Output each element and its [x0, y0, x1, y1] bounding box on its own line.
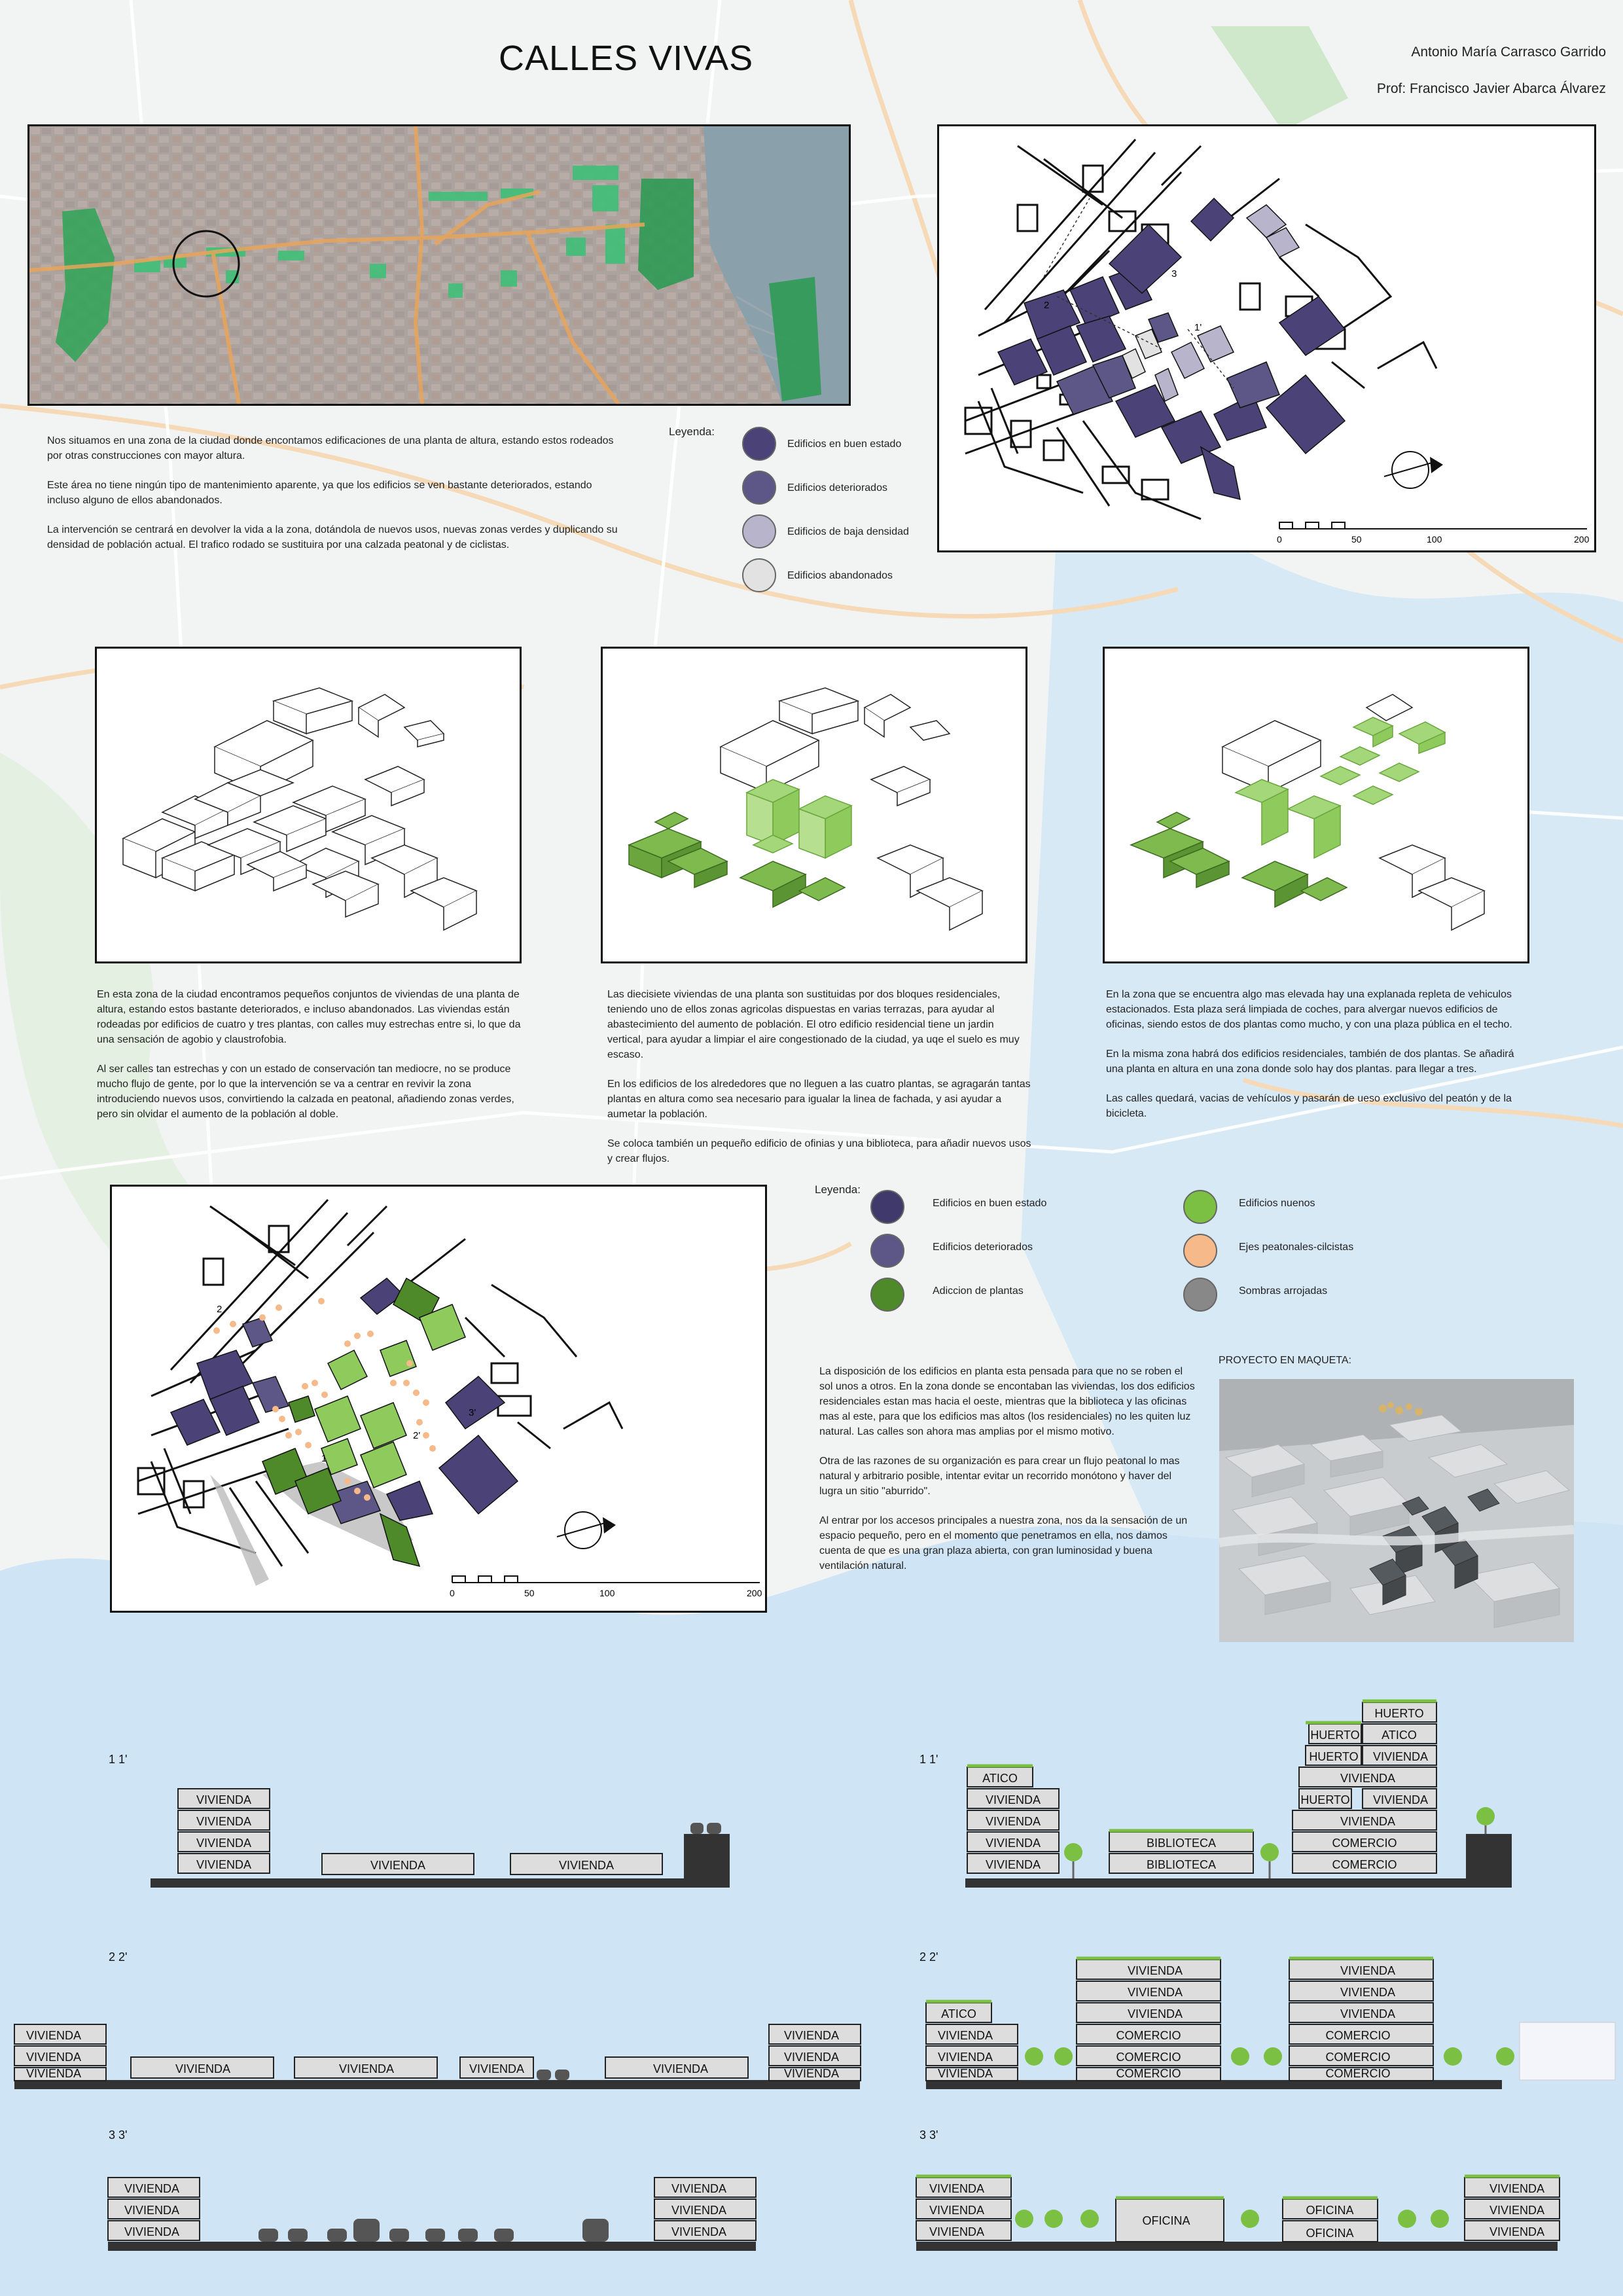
proposal-plan	[112, 1187, 765, 1611]
section-3-proposed	[916, 2176, 1560, 2251]
section-1-proposed-vivienda-5: VIVIENDA	[1340, 1815, 1396, 1828]
section-2-existing-vivienda-6: VIVIENDA	[469, 2062, 525, 2075]
current-plan-frame	[937, 124, 1596, 552]
section-1-proposed-biblioteca-2: BIBLIOTECA	[1146, 1858, 1217, 1871]
legend-2-label-new-buildings: Edificios nuenos	[1239, 1198, 1315, 1209]
section-2-proposed-atico: ATICO	[941, 2007, 976, 2020]
disposition-paragraph-3: Al entrar por los accesos principales a nuestra zona, nos da la sensación de un espacio pequeño, pero en el momento que penetramos en ella, nos damos cuenta de que es una gran plaza abierta, con gran luminosidad y buena ventilación natural.	[819, 1515, 1188, 1571]
sections-drawing	[0, 1689, 1623, 2278]
legend-1-title: Leyenda:	[669, 425, 715, 438]
disposition-paragraph-1: La disposición de los edificios en planta esta pensada para que no se roben el sol unos a otros. En la zona donde se encontaban las viviendas, los dos edificios residenciales estan mas hacia el oeste, mientras que la biblioteca y las oficinas mas al este, para que los edificios mas altos (los residenciales) no les quiten luz natural. Las calles son ahora mas amplias por el mismo motivo.	[819, 1366, 1195, 1437]
current-plan-scale-100: 100	[1427, 534, 1442, 545]
axo-text-3-p1: En la zona que se encuentra algo mas elevada hay una explanada repleta de vehiculos estacionados. Esta plaza será limpiada de coches, para alvergar nuevos edificios de oficinas, siendo estos de dos plantas como mucho, y con una plaza pública en el techo.	[1106, 989, 1512, 1030]
section-2-existing-vivienda-8: VIVIENDA	[783, 2029, 840, 2042]
section-2-existing-vivienda-9: VIVIENDA	[783, 2051, 840, 2064]
section-2-existing-vivienda-3: VIVIENDA	[26, 2067, 82, 2080]
axo-text-3-p2: En la misma zona habrá dos edificios residenciales, también de dos plantas. Se añadirá una planta en altura en una zona donde solo hay dos plantas. para llegar a tres.	[1106, 1049, 1514, 1075]
section-2-proposed-comercio-4: COMERCIO	[1325, 2029, 1391, 2042]
disposition-paragraph-2: Otra de las razones de su organización es para crear un flujo peatonal lo mas natural y arbitrario posible, intentar evitar un recorrido monótono y haver del lugra un sitio "aburrido".	[819, 1456, 1180, 1497]
north-arrow-icon	[1384, 452, 1443, 488]
intro-paragraph-2: Este área no tiene ningún tipo de mantenimiento aparente, ya que los edificios se ven bastante deteriorados, estando incluso alguno de ellos abandonados.	[47, 480, 592, 506]
section-1-proposed	[965, 1701, 1512, 1888]
section-3-proposed-vivienda-6: VIVIENDA	[1489, 2225, 1545, 2238]
legend-1-label-deteriorated: Edificios deteriorados	[787, 482, 887, 493]
section-2-proposed-vivienda-3: VIVIENDA	[937, 2067, 993, 2080]
section-2-proposed-comercio-6: COMERCIO	[1325, 2067, 1391, 2080]
section-1-proposed-vivienda-7: VIVIENDA	[1340, 1772, 1396, 1785]
section-2-proposed-comercio-2: COMERCIO	[1116, 2051, 1181, 2064]
section-2-existing-vivienda-10: VIVIENDA	[783, 2067, 840, 2080]
section-1-proposed-vivienda-3: VIVIENDA	[985, 1837, 1041, 1850]
section-3-proposed-vivienda-1: VIVIENDA	[929, 2182, 985, 2195]
legend-2-swatch-deteriorated	[870, 1234, 904, 1268]
section-1-existing	[151, 1789, 730, 1888]
section-2-existing-vivienda-5: VIVIENDA	[338, 2062, 395, 2075]
current-plan-label-3: 3	[1171, 268, 1177, 279]
intro-text	[47, 433, 623, 567]
page-title: CALLES VIVAS	[499, 39, 754, 78]
legend-1-swatch-low-density	[742, 514, 776, 548]
section-1-proposed-vivienda-8: VIVIENDA	[1372, 1750, 1429, 1763]
section-1-proposed-atico-2: ATICO	[1382, 1729, 1417, 1742]
author-block	[1377, 34, 1606, 107]
section-3-existing-vivienda-1: VIVIENDA	[124, 2182, 180, 2195]
section-3-proposed-vivienda-4: VIVIENDA	[1489, 2182, 1545, 2195]
section-1-existing-vivienda-4: VIVIENDA	[196, 1858, 252, 1871]
axo-text-2-p2: En los edificios de los alrededores que no lleguen a las cuatro plantas, se agragarán tantas plantas en altura como sea necesario para igualar la linea de fachada, y asi ayudar a aumetar la población.	[607, 1079, 1031, 1120]
section-1-existing-vivienda-6: VIVIENDA	[558, 1859, 615, 1872]
axo-text-3-p3: Las calles quedará, vacias de vehículos y pasarán de ueso exclusivo del peatón y de la bicicleta.	[1106, 1093, 1512, 1119]
section-2-existing-vivienda-2: VIVIENDA	[26, 2051, 82, 2064]
legend-2-label-added-floors: Adiccion de plantas	[933, 1285, 1024, 1297]
current-plan-scale-50: 50	[1351, 534, 1362, 545]
aerial-photo-frame	[27, 124, 851, 406]
axo-text-3	[1106, 987, 1531, 1136]
north-arrow-icon	[557, 1512, 616, 1549]
model-photo-title: PROYECTO EN MAQUETA:	[1219, 1355, 1351, 1366]
section-1-proposed-huerto-4: HUERTO	[1374, 1707, 1424, 1720]
section-1-proposed-atico: ATICO	[982, 1772, 1018, 1785]
section-1-existing-vivienda-2: VIVIENDA	[196, 1815, 252, 1828]
section-3-proposed-oficina-1: OFICINA	[1142, 2214, 1190, 2227]
legend-2-swatch-new-buildings	[1183, 1190, 1217, 1224]
current-plan-scale-bar	[1279, 522, 1587, 529]
axo-text-2	[607, 987, 1033, 1181]
section-2-proposed-comercio-1: COMERCIO	[1116, 2029, 1181, 2042]
current-plan-label-2: 2	[1044, 300, 1050, 311]
section-2-existing-vivienda-7: VIVIENDA	[652, 2062, 709, 2075]
axo-text-2-p3: Se coloca también un pequeño edificio de ofinias y una biblioteca, para añadir nuevos usos y crear flujos.	[607, 1138, 1031, 1164]
section-1-label-proposed-text: 1 1'	[919, 1753, 938, 1766]
intro-paragraph-1: Nos situamos en una zona de la ciudad donde encontamos edificaciones de una planta de altura, estando estos rodeados por otras construcciones con mayor altura.	[47, 435, 614, 461]
current-plan-scale-200: 200	[1574, 534, 1590, 545]
section-2-label-existing: 2 2'	[109, 1950, 128, 1964]
section-2-proposed-vivienda-5: VIVIENDA	[1127, 1986, 1183, 1999]
section-3-existing-vivienda-4: VIVIENDA	[671, 2182, 727, 2195]
proposal-plan-label-2p: 2'	[413, 1430, 421, 1441]
section-3-proposed-oficina-3: OFICINA	[1306, 2227, 1354, 2240]
axo-text-1-p1: En esta zona de la ciudad encontramos pequeños conjuntos de viviendas de una planta de altura, estando estos bastante deteriorados, e incluso abandonados. Las viviendas están rodeadas por edificios de cuatro y tres plantas, con calles muy estrechas entre si, lo que da una sensación de agobio y claustrofobia.	[97, 989, 521, 1045]
section-2-proposed-comercio-3: COMERCIO	[1116, 2067, 1181, 2080]
section-3-proposed-vivienda-2: VIVIENDA	[929, 2204, 985, 2217]
legend-2-swatch-shadows	[1183, 1278, 1217, 1312]
current-plan-scale-0: 0	[1277, 534, 1282, 545]
section-2-proposed-vivienda-2: VIVIENDA	[937, 2051, 993, 2064]
axo-text-1-p2: Al ser calles tan estrechas y con un estado de conservación tan mediocre, no se produce mucho flujo de gente, por lo que la intervención se va a centrar en revivir la zona introduciendo nuevos usos, convirtiendo la calzada en peatonal, añadiendo zonas verdes, pero sin olvidar el aumento de la población al doble.	[97, 1064, 514, 1120]
axo-current	[97, 649, 520, 961]
section-3-label-proposed: 3 3'	[919, 2128, 938, 2142]
axo-phase1-frame	[601, 647, 1027, 963]
legend-1-swatch-good	[742, 427, 776, 461]
section-3-existing-vivienda-6: VIVIENDA	[671, 2225, 727, 2238]
legend-1-label-abandoned: Edificios abandonados	[787, 570, 893, 581]
section-3-existing-vivienda-2: VIVIENDA	[124, 2204, 180, 2217]
axo-current-frame	[95, 647, 522, 963]
section-2-label-proposed: 2 2'	[919, 1950, 938, 1964]
current-plan	[939, 126, 1594, 550]
section-3-existing-vivienda-3: VIVIENDA	[124, 2225, 180, 2238]
legend-2-swatch-good	[870, 1190, 904, 1224]
section-1-label-existing: 1 1'	[109, 1753, 128, 1766]
proposal-plan-scale-100: 100	[599, 1588, 615, 1598]
section-1-proposed-biblioteca-1: BIBLIOTECA	[1146, 1837, 1217, 1850]
legend-2-label-shadows: Sombras arrojadas	[1239, 1285, 1328, 1297]
section-1-proposed-comercio-2: COMERCIO	[1332, 1837, 1397, 1850]
section-1-proposed-vivienda-1: VIVIENDA	[985, 1793, 1041, 1806]
section-1-proposed-comercio-1: COMERCIO	[1332, 1858, 1397, 1871]
author-name: Antonio María Carrasco Garrido	[1411, 45, 1606, 60]
section-2-existing-vivienda-1: VIVIENDA	[26, 2029, 82, 2042]
section-3-proposed-vivienda-3: VIVIENDA	[929, 2225, 985, 2238]
section-2-proposed-vivienda-6: VIVIENDA	[1127, 2007, 1183, 2020]
axo-phase2-frame	[1103, 647, 1529, 963]
section-3-existing-vivienda-5: VIVIENDA	[671, 2204, 727, 2217]
aerial-photo	[29, 126, 849, 404]
proposal-plan-frame	[110, 1185, 767, 1613]
legend-1-swatch-abandoned	[742, 558, 776, 592]
section-3-proposed-vivienda-5: VIVIENDA	[1489, 2204, 1545, 2217]
proposal-plan-scale-bar	[452, 1576, 760, 1583]
legend-1-swatch-deteriorated	[742, 471, 776, 505]
legend-2-label-paths: Ejes peatonales-cilcistas	[1239, 1242, 1354, 1253]
proposal-plan-label-3p: 3'	[469, 1407, 476, 1418]
proposal-plan-scale-200: 200	[747, 1588, 762, 1598]
section-2-proposed-vivienda-1: VIVIENDA	[937, 2029, 993, 2042]
section-1-existing-vivienda-5: VIVIENDA	[370, 1859, 426, 1872]
section-2-existing	[14, 2024, 861, 2089]
section-1-proposed-huerto-1: HUERTO	[1300, 1793, 1350, 1806]
section-1-proposed-vivienda-2: VIVIENDA	[985, 1815, 1041, 1828]
section-2-proposed-vivienda-4: VIVIENDA	[1127, 1964, 1183, 1977]
proposal-plan-label-2: 2	[217, 1304, 223, 1315]
section-2-proposed-vivienda-9: VIVIENDA	[1340, 2007, 1396, 2020]
section-2-proposed-vivienda-7: VIVIENDA	[1340, 1964, 1396, 1977]
professor-name: Prof: Francisco Javier Abarca Álvarez	[1376, 81, 1606, 96]
axo-phase2	[1105, 649, 1527, 961]
section-2-proposed-comercio-5: COMERCIO	[1325, 2051, 1391, 2064]
section-3-proposed-oficina-2: OFICINA	[1306, 2204, 1354, 2217]
model-photo	[1219, 1379, 1574, 1642]
section-2-proposed-vivienda-8: VIVIENDA	[1340, 1986, 1396, 1999]
legend-1-label-low-density: Edificios de baja densidad	[787, 526, 909, 537]
legend-1-label-good: Edificios en buen estado	[787, 439, 902, 450]
proposal-plan-scale-50: 50	[524, 1588, 535, 1598]
intro-paragraph-3: La intervención se centrará en devolver la vida a la zona, dotándola de nuevos usos, nuevas zonas verdes y duplicando su densidad de población actual. El trafico rodado se sustituira por una calzada peatonal y de ciclistas.	[47, 524, 618, 550]
proposal-plan-label-1: 1	[321, 1453, 327, 1464]
section-2-proposed	[926, 1958, 1615, 2089]
section-1-proposed-vivienda-6: VIVIENDA	[1372, 1793, 1429, 1806]
section-3-existing	[108, 2178, 756, 2251]
legend-2-label-good: Edificios en buen estado	[933, 1198, 1047, 1209]
section-1-proposed-vivienda-4: VIVIENDA	[985, 1858, 1041, 1871]
section-2-existing-vivienda-4: VIVIENDA	[175, 2062, 231, 2075]
disposition-text	[819, 1364, 1196, 1588]
section-1-existing-vivienda-3: VIVIENDA	[196, 1837, 252, 1850]
section-3-label-existing: 3 3'	[109, 2128, 128, 2142]
section-1-proposed-huerto-3: HUERTO	[1310, 1729, 1360, 1742]
axo-text-1	[97, 987, 522, 1136]
axo-text-2-p1: Las diecisiete viviendas de una planta son sustituidas por dos bloques residenciales, teniendo uno de ellos zonas agricolas dispuestas en varias terrazas, para ayudar al abastecimiento del aumento de población. El otro edificio residencial tiene un jardin vertical, para ayudar a limpiar el aire congestionado de la ciudad, ya uqe el suelo es muy escaso.	[607, 989, 1020, 1060]
current-plan-label-1p: 1'	[1194, 322, 1202, 333]
axo-phase1	[603, 649, 1026, 961]
legend-2-swatch-paths	[1183, 1234, 1217, 1268]
section-1-proposed-huerto-2: HUERTO	[1309, 1750, 1359, 1763]
legend-2-label-deteriorated: Edificios deteriorados	[933, 1242, 1033, 1253]
legend-2-swatch-added-floors	[870, 1278, 904, 1312]
section-1-existing-vivienda-1: VIVIENDA	[196, 1793, 252, 1806]
legend-2-title: Leyenda:	[815, 1183, 861, 1196]
proposal-plan-scale-0: 0	[450, 1588, 455, 1598]
